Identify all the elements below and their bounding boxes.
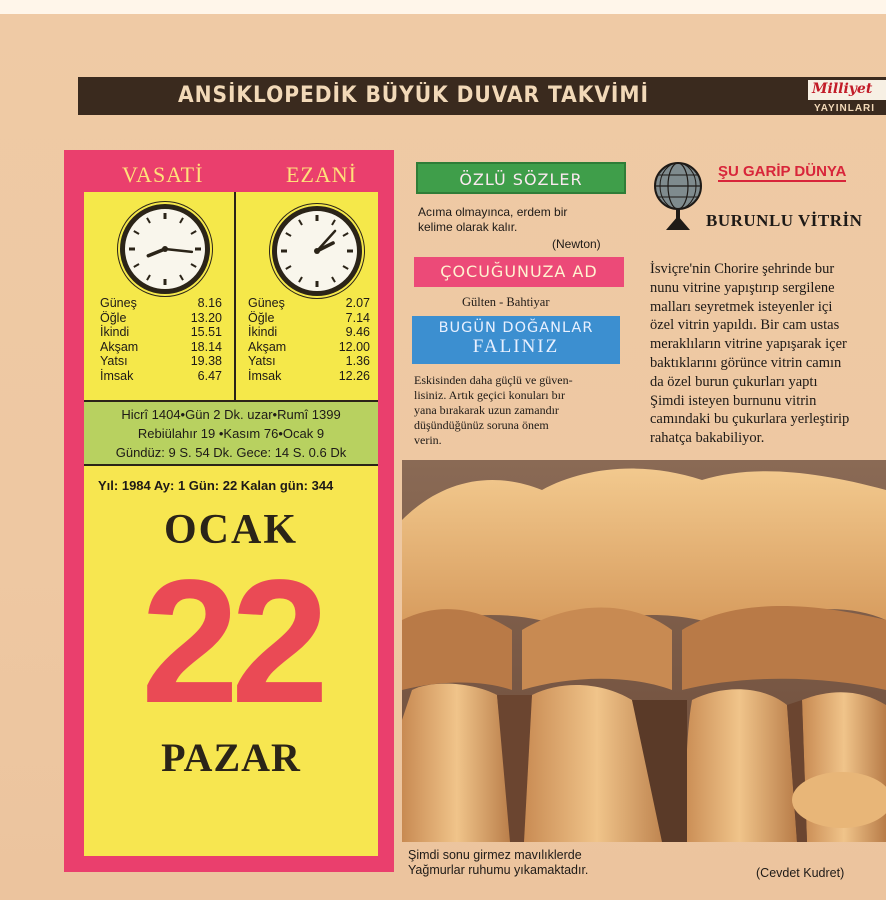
clock-tick [147, 275, 150, 280]
horoscope-line: yana bırakarak uzun zamandır [414, 403, 559, 417]
page-top-edge [0, 0, 886, 14]
time-row: Yatsı 19.38 [100, 354, 222, 368]
clock-tick [299, 220, 302, 225]
globe-icon [652, 160, 704, 232]
time-row: Akşam 12.00 [248, 339, 370, 354]
time-row: Güneş 2.07 [248, 296, 370, 310]
brand-name: Milliyet [812, 81, 873, 97]
horoscope-line: verin. [414, 433, 442, 447]
fal-title-1: BUGÜN DOĞANLAR [438, 320, 594, 336]
clock-tick [180, 218, 183, 223]
date-panel [84, 466, 378, 856]
year-info: Yıl: 1984 Ay: 1 Gün: 22 Kalan gün: 344 [98, 478, 334, 493]
clock-tick [343, 266, 348, 269]
brand-logo [808, 80, 886, 100]
clock-tick [286, 266, 291, 269]
horoscope-line: Eskisinden daha güçlü ve güven- [414, 373, 573, 387]
quote-line-2: kelime olarak kalır. [418, 220, 518, 234]
time-row: İkindi 9.46 [248, 325, 370, 339]
cocuk-ad-label [414, 257, 624, 287]
time-row: İkindi 15.51 [100, 325, 222, 339]
baby-names: Gülten - Bahtiyar [462, 295, 550, 309]
photo-caption-author: (Cevdet Kudret) [756, 866, 845, 880]
clock-tick [299, 277, 302, 282]
article-line: malları seyretmek isteyenler içi [650, 298, 833, 315]
rock-formations-photo [402, 460, 886, 842]
ezani-clock-icon [272, 206, 362, 296]
article-line: özel vitrin yapıldı. Bir cam ustas [650, 317, 840, 334]
photo-caption-line-1: Şimdi sonu girmez mavılıklerde [408, 848, 582, 862]
time-row: Öğle 7.14 [248, 310, 370, 325]
calendar-panel [64, 150, 394, 872]
clock-tick [134, 264, 139, 267]
vasati-clock-face [125, 209, 205, 289]
horoscope-text [414, 373, 610, 448]
vasati-label: VASATİ [122, 162, 204, 187]
column-divider [234, 192, 236, 400]
quote-author: (Newton) [552, 237, 601, 251]
article-line: nunu vitrine yapıştırıp sergilene [650, 279, 835, 296]
article-title: BURUNLU VİTRİN [706, 211, 863, 230]
time-row: Öğle 13.20 [100, 310, 222, 325]
weekday-name: PAZAR [161, 735, 301, 780]
article-line: camındaki bu çukurlara yerleştirip [650, 411, 850, 428]
horoscope-line: düşündüğünüz soruna önem [414, 418, 549, 432]
minute-hand [165, 249, 192, 252]
clock-center [162, 246, 168, 252]
article-line: rahatça bakabiliyor. [650, 430, 765, 447]
clock-tick [191, 264, 196, 267]
ezani-times [248, 296, 370, 383]
garip-dunya-label: ŞU GARİP DÜNYA [718, 163, 847, 180]
article-body [650, 260, 886, 448]
fal-title-2: FALINIZ [472, 336, 560, 357]
time-row: Akşam 18.14 [100, 339, 222, 354]
article-line: da özel burun çukurları yaptı [650, 373, 818, 390]
cocuk-ad-title: ÇOCUĞUNUZA AD [440, 262, 598, 281]
article-line: İsviçre'nin Chorire şehrinde bur [650, 261, 835, 277]
fal-label [412, 316, 620, 364]
rumi-line: Rebiülahır 19 •Kasım 76•Ocak 9 [137, 426, 325, 441]
time-row: Yatsı 1.36 [248, 354, 370, 368]
vasati-times [100, 296, 222, 383]
time-row: Güneş 8.16 [100, 296, 222, 310]
clock-tick [147, 218, 150, 223]
horoscope-line: lisiniz. Artık geçici konuları bır [414, 388, 565, 402]
clock-tick [343, 233, 348, 236]
clock-center [314, 248, 320, 254]
time-row: İmsak 12.26 [248, 368, 370, 383]
clock-tick [286, 233, 291, 236]
prayer-times-panel [84, 192, 378, 400]
clock-tick [180, 275, 183, 280]
ozlu-sozler-label [416, 162, 626, 194]
header-banner [78, 77, 886, 115]
brand-subtitle: YAYINLARI [814, 103, 876, 114]
clock-tick [332, 220, 335, 225]
clock-tick [191, 231, 196, 234]
article-line: meraklıların vitrine yapışarak içer [650, 336, 847, 353]
hicri-line: Hicrî 1404•Gün 2 Dk. uzar•Rumî 1399 [121, 407, 341, 422]
clock-tick [134, 231, 139, 234]
month-name: OCAK [164, 507, 298, 553]
ezani-label: EZANİ [286, 162, 357, 187]
quote-line-1: Acıma olmayınca, erdem bir [418, 205, 568, 219]
photo-caption-line-2: Yağmurlar ruhumu yıkamaktadır. [408, 863, 589, 877]
ozlu-sozler-title: ÖZLÜ SÖZLER [459, 170, 583, 189]
article-line: baktıklarını görünce vitrin camın [650, 354, 842, 371]
time-row: İmsak 6.47 [100, 368, 222, 383]
page-title: ANSİKLOPEDİK BÜYÜK DUVAR TAKVİMİ [178, 83, 649, 108]
prayer-header [64, 150, 394, 192]
ezani-clock-face [277, 211, 357, 291]
calendar-info-panel [84, 400, 378, 466]
day-length-line: Gündüz: 9 S. 54 Dk. Gece: 14 S. 0.6 Dk [115, 445, 347, 460]
day-number: 22 [141, 544, 321, 740]
article-line: Şimdi isteyen burnunu vitrin [650, 392, 817, 409]
clock-tick [332, 277, 335, 282]
vasati-clock-icon [120, 204, 210, 294]
